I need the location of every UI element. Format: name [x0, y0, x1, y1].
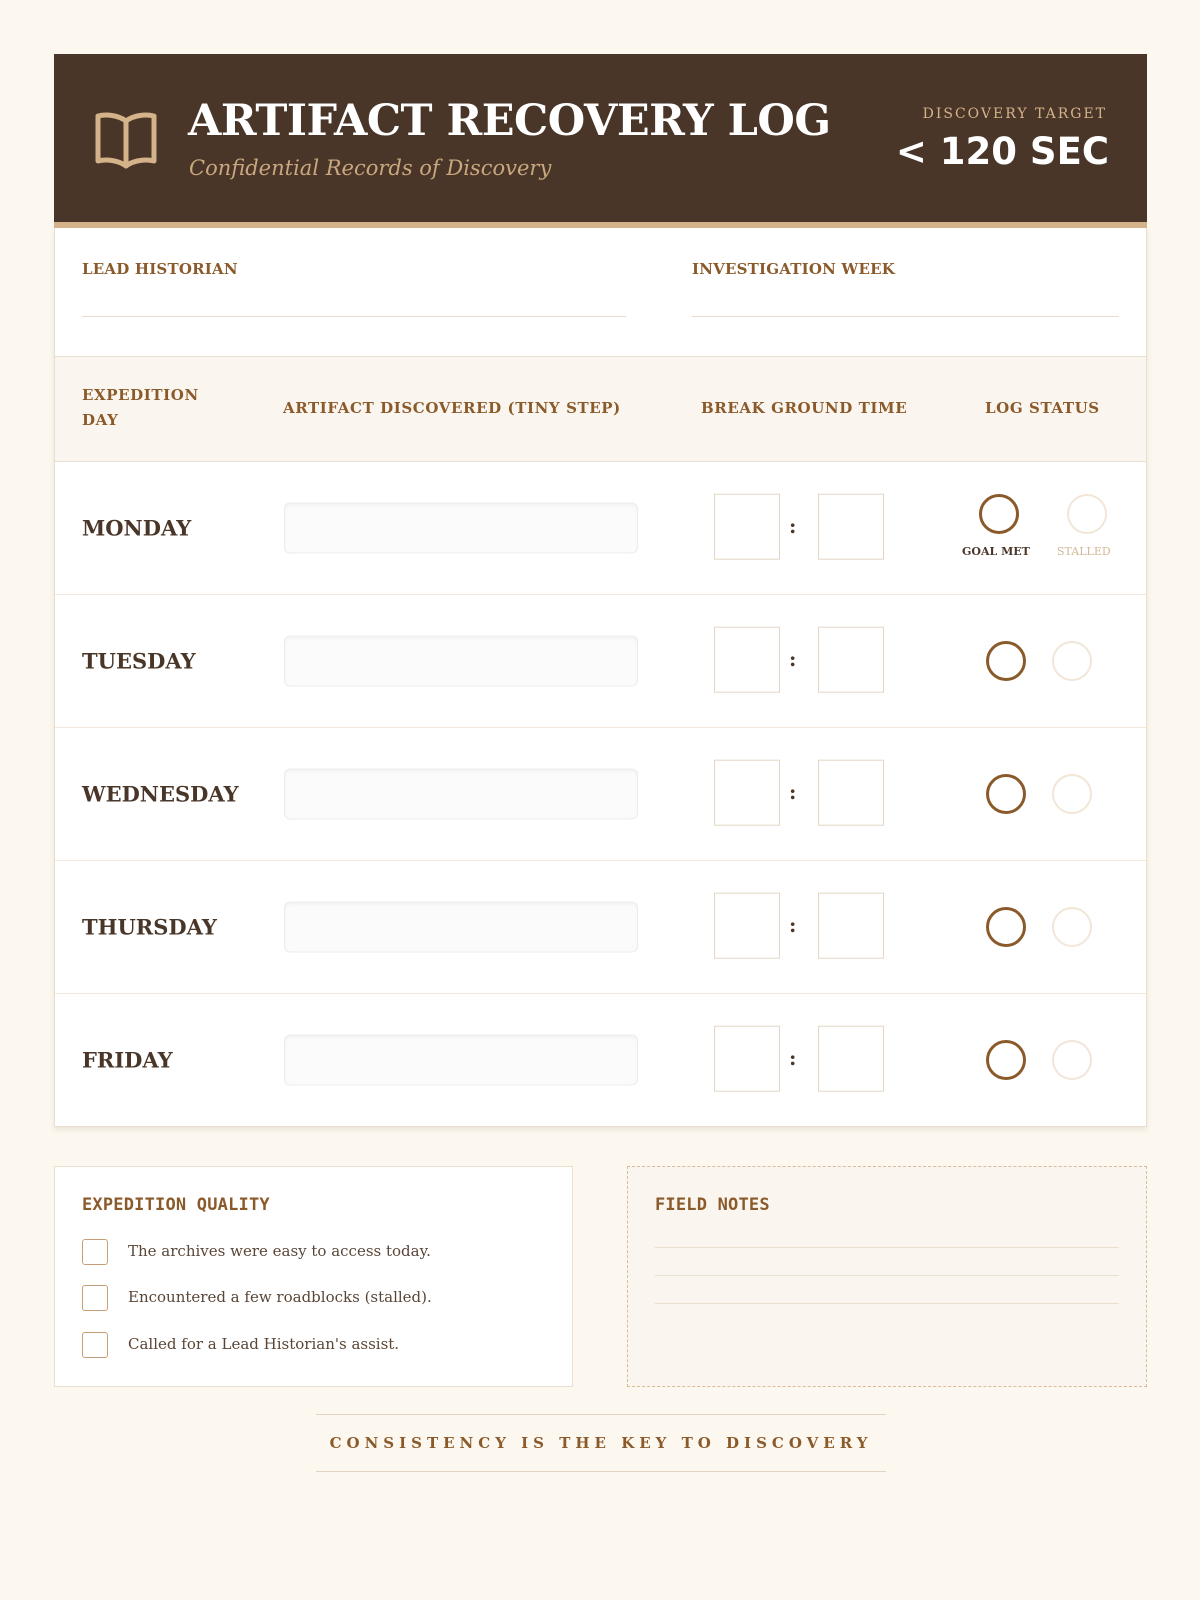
- checkbox[interactable]: [82, 1239, 108, 1265]
- stalled-radio[interactable]: [1052, 1040, 1092, 1080]
- target-label: DISCOVERY TARGET: [922, 106, 1107, 122]
- artifact-input[interactable]: [284, 902, 638, 953]
- lead-historian-label: LEAD HISTORIAN: [82, 260, 238, 278]
- column-header-day: EXPEDITION DAY: [82, 386, 199, 429]
- log-card: [54, 228, 1147, 1127]
- target-value: < 120 SEC: [895, 130, 1109, 173]
- note-line: [655, 1303, 1119, 1304]
- column-header-status: LOG STATUS: [985, 399, 1100, 417]
- goal-met-caption: GOAL MET: [962, 545, 1030, 558]
- time-hours-input[interactable]: [714, 760, 780, 826]
- goal-met-radio[interactable]: [986, 907, 1026, 947]
- table-header: [55, 357, 1146, 462]
- stalled-radio[interactable]: [1067, 494, 1107, 534]
- time-minutes-input[interactable]: [818, 760, 884, 826]
- investigation-week-label: INVESTIGATION WEEK: [692, 260, 895, 278]
- time-separator: :: [789, 514, 797, 539]
- time-separator: :: [789, 780, 797, 805]
- day-label: FRIDAY: [82, 1047, 173, 1073]
- time-separator: :: [789, 1046, 797, 1071]
- page-subtitle: Confidential Records of Discovery: [189, 156, 552, 180]
- book-icon: [94, 109, 158, 171]
- day-label: WEDNESDAY: [82, 781, 239, 807]
- checkbox[interactable]: [82, 1332, 108, 1358]
- expedition-quality-title: EXPEDITION QUALITY: [82, 1195, 270, 1215]
- table-row: [55, 861, 1146, 994]
- expedition-quality-panel: [54, 1166, 573, 1387]
- checkbox-label: The archives were easy to access today.: [128, 1242, 431, 1260]
- goal-met-radio[interactable]: [986, 1040, 1026, 1080]
- column-header-time: BREAK GROUND TIME: [701, 399, 908, 417]
- time-separator: :: [789, 913, 797, 938]
- artifact-input[interactable]: [284, 636, 638, 687]
- stalled-radio[interactable]: [1052, 641, 1092, 681]
- artifact-input[interactable]: [284, 1035, 638, 1086]
- time-minutes-input[interactable]: [818, 494, 884, 560]
- stalled-radio[interactable]: [1052, 907, 1092, 947]
- day-label: MONDAY: [82, 515, 192, 541]
- page-title: ARTIFACT RECOVERY LOG: [188, 96, 831, 146]
- table-row: [55, 462, 1146, 595]
- time-hours-input[interactable]: [714, 893, 780, 959]
- table-row: [55, 994, 1146, 1126]
- day-label: THURSDAY: [82, 914, 217, 940]
- footer-motto: CONSISTENCY IS THE KEY TO DISCOVERY: [316, 1414, 886, 1472]
- time-minutes-input[interactable]: [818, 627, 884, 693]
- column-header-artifact: ARTIFACT DISCOVERED (TINY STEP): [283, 399, 621, 417]
- time-hours-input[interactable]: [714, 494, 780, 560]
- investigation-week-input[interactable]: [692, 316, 1119, 317]
- checkbox-label: Called for a Lead Historian's assist.: [128, 1335, 400, 1353]
- checkbox-label: Encountered a few roadblocks (stalled).: [128, 1288, 432, 1306]
- table-row: [55, 595, 1146, 728]
- meta-section: [55, 228, 1146, 357]
- table-row: [55, 728, 1146, 861]
- note-line: [655, 1247, 1119, 1248]
- time-minutes-input[interactable]: [818, 893, 884, 959]
- day-label: TUESDAY: [82, 648, 196, 674]
- stalled-radio[interactable]: [1052, 774, 1092, 814]
- goal-met-radio[interactable]: [979, 494, 1019, 534]
- lead-historian-input[interactable]: [82, 316, 626, 317]
- note-line: [655, 1275, 1119, 1276]
- log-sheet: [54, 54, 1147, 1127]
- investigation-week-field: [692, 260, 1119, 317]
- checkbox[interactable]: [82, 1285, 108, 1311]
- lead-historian-field: [82, 260, 626, 317]
- table-body: [55, 462, 1146, 1126]
- stalled-caption: STALLED: [1057, 545, 1111, 558]
- field-notes-title: FIELD NOTES: [655, 1195, 770, 1215]
- time-minutes-input[interactable]: [818, 1026, 884, 1092]
- header-banner: [54, 54, 1147, 228]
- goal-met-radio[interactable]: [986, 641, 1026, 681]
- time-separator: :: [789, 647, 797, 672]
- goal-met-radio[interactable]: [986, 774, 1026, 814]
- artifact-input[interactable]: [284, 503, 638, 554]
- time-hours-input[interactable]: [714, 627, 780, 693]
- field-notes-panel[interactable]: [627, 1166, 1147, 1387]
- artifact-input[interactable]: [284, 769, 638, 820]
- time-hours-input[interactable]: [714, 1026, 780, 1092]
